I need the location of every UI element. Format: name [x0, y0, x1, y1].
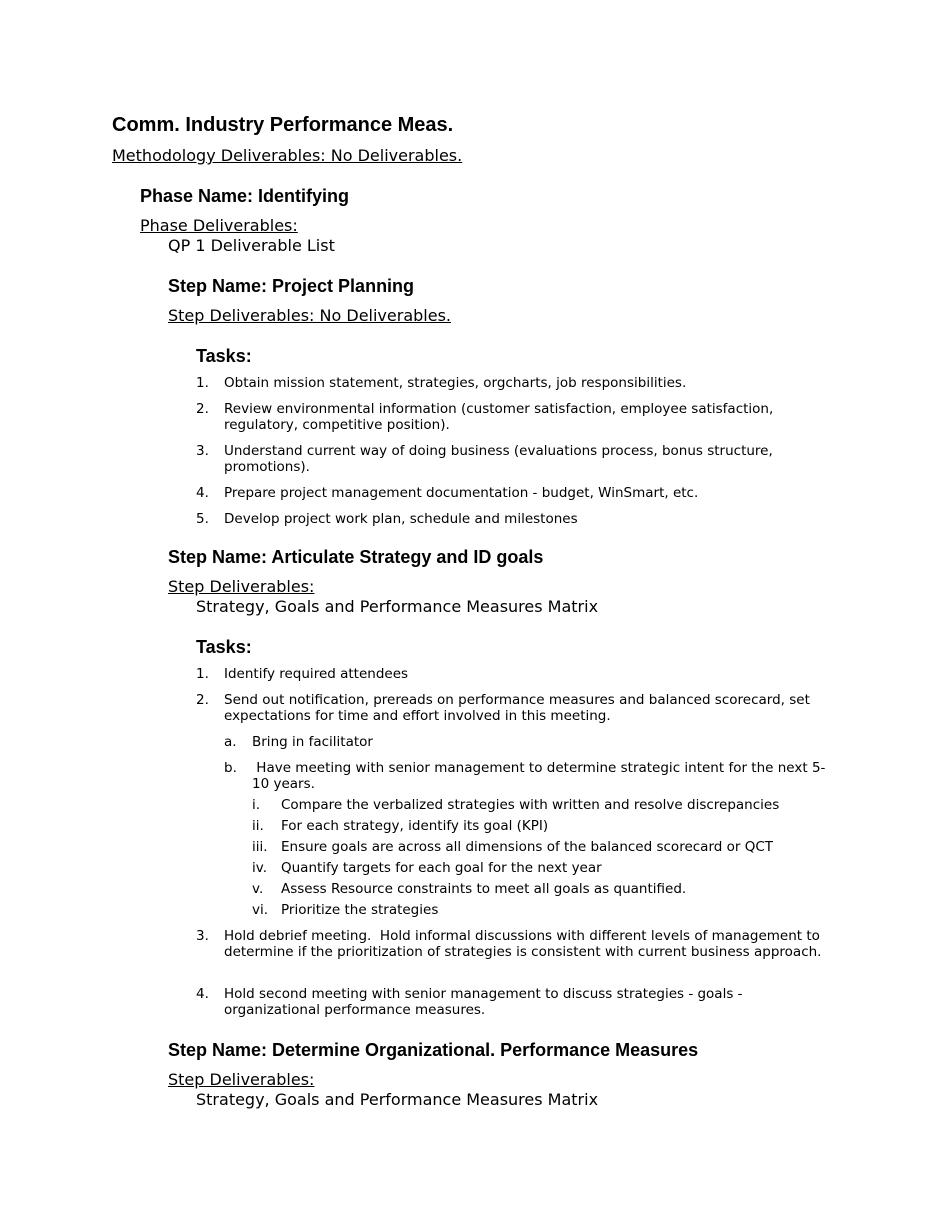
list-item-text: Have meeting with senior management to determine strategic intent for the next 5-10 years.	[252, 760, 826, 792]
list-item-text: Identify required attendees	[224, 666, 409, 682]
list-item-number: a.	[224, 734, 237, 750]
list-item-number: iii.	[252, 839, 268, 855]
list-item-number: 1.	[196, 666, 209, 682]
list-item-number: ii.	[252, 818, 264, 834]
list-item-number: b.	[224, 760, 237, 776]
phase-deliverables-label: Phase Deliverables:	[140, 216, 298, 235]
step-name: Step Name: Project Planning	[168, 276, 415, 296]
step-name: Step Name: Articulate Strategy and ID goals	[168, 547, 544, 567]
list-item-number: 1.	[196, 375, 209, 391]
list-item-text: Quantify targets for each goal for the next year	[281, 860, 602, 876]
list-item-text: Hold second meeting with senior management to discuss strategies - goals - organizational performance measures.	[224, 986, 743, 1018]
list-item-text: Compare the verbalized strategies with written and resolve discrepancies	[281, 797, 780, 813]
list-item-text: Hold debrief meeting. Hold informal discussions with different levels of management to determine if the prioritization of strategies is consistent with current business approach.	[224, 928, 825, 960]
phase-deliverable-item: QP 1 Deliverable List	[168, 236, 335, 255]
step-deliverables-label: Step Deliverables:	[168, 577, 315, 596]
list-item-number: i.	[252, 797, 261, 813]
list-item-number: 2.	[196, 401, 209, 417]
step-deliverable-item: Strategy, Goals and Performance Measures Matrix	[196, 597, 599, 616]
phase-name: Phase Name: Identifying	[140, 186, 350, 206]
tasks-heading: Tasks:	[196, 637, 252, 657]
list-item-number: 4.	[196, 485, 209, 501]
list-item-number: v.	[252, 881, 264, 897]
list-item-number: 5.	[196, 511, 209, 527]
tasks-heading: Tasks:	[196, 346, 252, 366]
list-item-text: Review environmental information (customer satisfaction, employee satisfaction, regulatory, competitive position).	[224, 401, 774, 433]
list-item-text: Obtain mission statement, strategies, orgcharts, job responsibilities.	[224, 375, 687, 391]
list-item-number: iv.	[252, 860, 267, 876]
methodology-deliverables: Methodology Deliverables: No Deliverables.	[112, 146, 463, 165]
list-item-text: Ensure goals are across all dimensions of the balanced scorecard or QCT	[281, 839, 774, 855]
step-deliverables-label: Step Deliverables: No Deliverables.	[168, 306, 451, 325]
list-item-text: Send out notification, prereads on performance measures and balanced scorecard, set expectations for time and effort involved in this meeting.	[224, 692, 810, 724]
list-item-text: Assess Resource constraints to meet all goals as quantified.	[281, 881, 687, 897]
step-name: Step Name: Determine Organizational. Performance Measures	[168, 1040, 699, 1060]
list-item-number: 3.	[196, 443, 209, 459]
list-item-number: vi.	[252, 902, 269, 918]
document-title: Comm. Industry Performance Meas.	[112, 114, 454, 136]
list-item-number: 3.	[196, 928, 209, 944]
list-item-text: Bring in facilitator	[252, 734, 373, 750]
list-item-text: Prioritize the strategies	[281, 902, 439, 918]
step-deliverables-label: Step Deliverables:	[168, 1070, 315, 1089]
list-item-number: 4.	[196, 986, 209, 1002]
list-item-text: Develop project work plan, schedule and milestones	[224, 511, 578, 527]
list-item-text: For each strategy, identify its goal (KPI)	[281, 818, 549, 834]
step-deliverable-item: Strategy, Goals and Performance Measures Matrix	[196, 1090, 599, 1109]
list-item-number: 2.	[196, 692, 209, 708]
list-item-text: Prepare project management documentation - budget, WinSmart, etc.	[224, 485, 699, 501]
list-item-text: Understand current way of doing business (evaluations process, bonus structure, promotions).	[224, 443, 773, 475]
